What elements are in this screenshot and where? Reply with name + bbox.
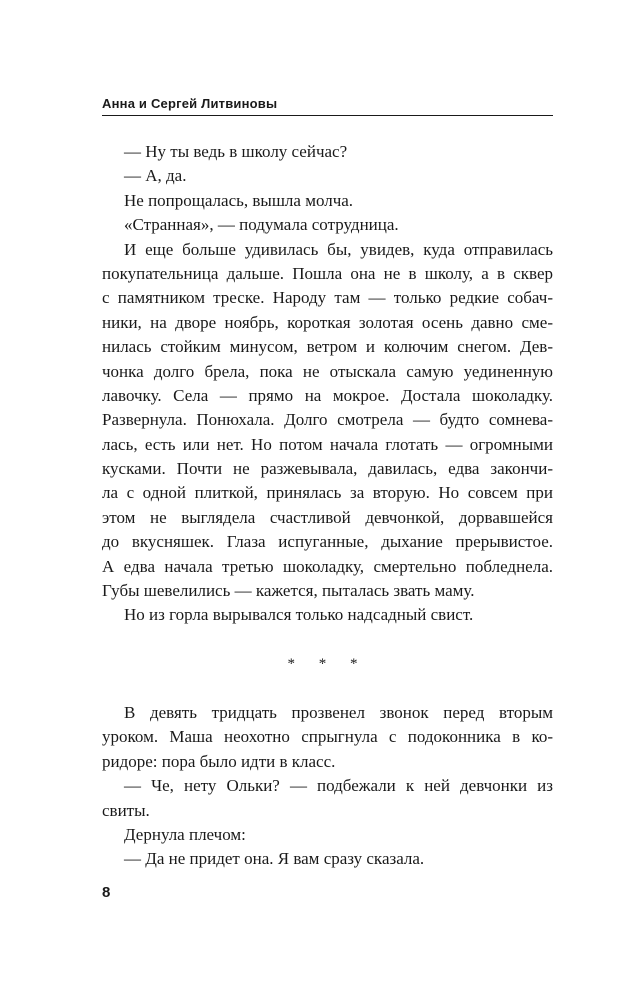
text-line: свиты.: [102, 800, 150, 820]
section-gap: [102, 628, 553, 652]
page-number: 8: [102, 884, 111, 901]
text-line: «Странная», — подумала сотрудница.: [124, 215, 399, 235]
text-line: — Ну ты ведь в школу сейчас?: [124, 142, 348, 161]
text-line: покупательница дальше. Пошла она не в школу, а в сквер: [102, 263, 553, 283]
section-break: * * *: [287, 656, 368, 673]
text-line: Не попрощалась, вышла молча.: [124, 190, 354, 210]
text-line: лавочку. Села — прямо на мокрое. Достала шоколадку.: [102, 385, 553, 405]
header-rule: [102, 115, 553, 116]
text-line: кусками. Почти не разжевывала, давилась, едва закончи-: [102, 459, 553, 479]
running-head: Анна и Сергей Литвиновы: [102, 96, 278, 111]
text-line: Губы шевелились — кажется, пыталась звать маму.: [102, 581, 475, 601]
text-line: ла с одной плиткой, принялась за вторую. Но совсем при: [102, 483, 553, 503]
text-line: этом не выглядела счастливой девчонкой, дорвавшейся: [102, 507, 553, 527]
text-line: Но из горла вырывался только надсадный свист.: [124, 605, 474, 625]
text-line: нилась стойким минусом, ветром и колючим снегом. Дев-: [102, 337, 553, 357]
text-line: Дернула плечом:: [124, 824, 246, 844]
text-line: до вкусняшек. Глаза испуганные, дыхание прерывистое.: [102, 532, 553, 552]
text-line: лась, есть или нет. Но потом начала глотать — огромными: [102, 434, 553, 454]
text-line: ники, на дворе ноябрь, короткая золотая осень давно сме-: [102, 312, 553, 332]
text-line: — Че, нету Ольки? — подбежали к ней девчонки из: [124, 776, 553, 796]
section-gap: [102, 677, 553, 701]
text-line: чонка долго брела, пока не отыскала самую уединенную: [102, 361, 553, 381]
text-line: Развернула. Понюхала. Долго смотрела — будто сомнева-: [102, 410, 553, 430]
text-line: А едва начала третью шоколадку, смертельно побледнела.: [102, 556, 553, 576]
text-line: уроком. Маша неохотно спрыгнула с подоконника в ко-: [102, 727, 553, 747]
text-line: ридоре: пора было идти в класс.: [102, 751, 336, 771]
text-line: — Да не придет она. Я вам сразу сказала.: [124, 849, 425, 869]
text-line: И еще больше удивилась бы, увидев, куда отправилась: [124, 239, 553, 259]
body-text: [102, 140, 553, 872]
text-line: с памятником треске. Народу там — только редкие собач-: [102, 288, 553, 308]
text-line: В девять тридцать прозвенел звонок перед вторым: [124, 702, 553, 722]
text-line: — А, да.: [124, 166, 187, 186]
